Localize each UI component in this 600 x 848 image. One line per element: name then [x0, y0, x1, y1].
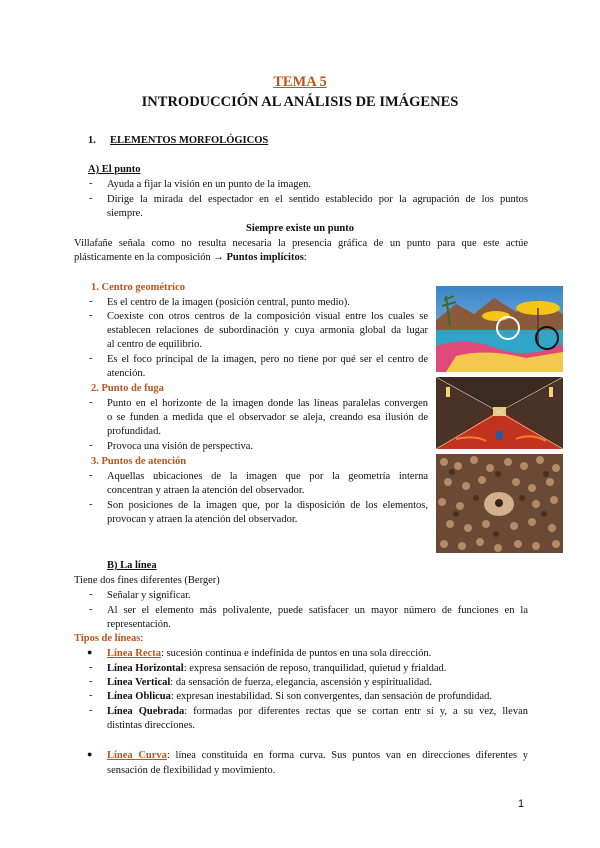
villafane-colon: :	[303, 252, 307, 263]
dash-marker: -	[89, 397, 93, 408]
section-title: ELEMENTOS MORFOLÓGICOS	[110, 135, 269, 146]
dash-marker: -	[89, 690, 93, 701]
fuga-line-3: profundidad.	[107, 426, 161, 437]
centro-heading: 1. Centro geométrico	[91, 282, 185, 293]
centro-line-2: Coexiste con otros centros de la composición visual entre los cuales se	[107, 311, 428, 322]
tipo-curva	[107, 749, 528, 762]
tipos-label: Tipos de líneas	[74, 633, 141, 644]
tema-heading: TEMA 5	[273, 74, 327, 90]
tipo-oblicua-desc: : expresan inestabilidad. Si son convergentes, dan sensación de profundidad.	[170, 691, 493, 702]
villafane-line-1: Villafañe señala como no resulta necesaria la presencia gráfica de un punto para que este actúe	[74, 238, 528, 249]
villafane-line-2	[74, 251, 307, 264]
tipo-horizontal-desc: : expresa sensación de reposo, tranquilidad, quietud y frialdad.	[183, 663, 447, 674]
atencion-line-4: provocan y atraen la atención del observador.	[107, 514, 298, 525]
dash-marker: -	[89, 353, 93, 364]
dash-marker: -	[89, 296, 93, 307]
dash-marker: -	[89, 193, 93, 204]
tipo-vertical	[107, 676, 432, 689]
tipo-curva-cont: sensación de flexibilidad y movimiento.	[107, 765, 276, 776]
atencion-line-2: concentran y atraen la atención del observador.	[107, 485, 305, 496]
bullet-marker: ●	[87, 647, 93, 657]
tipo-quebrada-cont: distintas direcciones.	[107, 720, 196, 731]
image-crowd-attention	[436, 454, 563, 553]
tipo-horizontal	[107, 662, 446, 675]
tipo-oblicua	[107, 690, 492, 703]
subsection-punto-heading: A) El punto	[88, 164, 141, 175]
punto-bullet-2-cont: siempre.	[107, 208, 143, 219]
tipo-curva-term: Línea Curva	[107, 750, 167, 761]
section-number: 1.	[88, 135, 96, 146]
linea-bullet-2-cont: representación.	[107, 619, 171, 630]
tipo-vertical-term: Línea Vertical	[107, 677, 171, 688]
centro-line-4: al centro de equilibrio.	[107, 339, 203, 350]
image-hotel-corridor	[436, 377, 563, 449]
page-number: 1	[518, 798, 525, 810]
centro-line-1: Es el centro de la imagen (posición central, punto medio).	[107, 297, 350, 308]
resort-pool-picture	[436, 286, 563, 372]
dash-marker: -	[89, 604, 93, 615]
centro-line-6: atención.	[107, 368, 146, 379]
document-title: INTRODUCCIÓN AL ANÁLISIS DE IMÁGENES	[141, 94, 459, 110]
linea-bullet-1: Señalar y significar.	[107, 590, 191, 601]
tipo-recta	[107, 647, 431, 660]
atencion-line-3: Son posiciones de la imagen que, por la disposición de los elementos,	[107, 500, 428, 511]
subsection-linea-heading: B) La línea	[107, 560, 157, 571]
fuga-heading: 2. Punto de fuga	[91, 383, 164, 394]
punto-bullet-1: Ayuda a fijar la visión en un punto de la imagen.	[107, 179, 312, 190]
dash-marker: -	[89, 676, 93, 687]
tipos-heading	[74, 632, 143, 645]
tipo-quebrada-term: Línea Quebrada	[107, 706, 185, 717]
fuga-line-2: o se funden a medida que el observador se aleja, creando esa ilusión de	[107, 412, 428, 423]
dash-marker: -	[89, 662, 93, 673]
tipo-quebrada	[107, 705, 528, 718]
tipos-colon: :	[140, 633, 144, 644]
dash-marker: -	[89, 440, 93, 451]
dash-marker: -	[89, 470, 93, 481]
dash-marker: -	[89, 310, 93, 321]
puntos-implicitos: Puntos implícitos	[226, 252, 304, 263]
corridor-picture	[436, 377, 563, 449]
dash-marker: -	[89, 589, 93, 600]
fuga-line-1: Punto en el horizonte de la imagen donde las líneas paralelas convergen	[107, 398, 428, 409]
bullet-marker: ●	[87, 749, 93, 759]
centro-line-5: Es el foco principal de la imagen, pero no tiene por qué ser el centro de	[107, 354, 428, 365]
dash-marker: -	[89, 499, 93, 510]
tipo-recta-term: Línea Recta	[107, 648, 161, 659]
tipo-horizontal-term: Línea Horizontal	[107, 663, 184, 674]
tipo-oblicua-term: Línea Oblicua	[107, 691, 171, 702]
linea-bullet-2: Al ser el elemento más polivalente, puede satisfacer un mayor número de funciones en la	[107, 605, 528, 616]
dash-marker: -	[89, 178, 93, 189]
atencion-line-1: Aquellas ubicaciones de la imagen que por la geometría interna	[107, 471, 428, 482]
dash-marker: -	[89, 705, 93, 716]
crowd-picture	[436, 454, 563, 553]
linea-intro: Tiene dos fines diferentes (Berger)	[74, 575, 220, 586]
atencion-heading: 3. Puntos de atención	[91, 456, 187, 467]
villafane-text: plásticamente en la composición →	[74, 252, 227, 263]
image-resort-pool	[436, 286, 563, 372]
fuga-line-4: Provoca una visión de perspectiva.	[107, 441, 254, 452]
center-statement: Siempre existe un punto	[245, 223, 355, 234]
punto-bullet-2: Dirige la mirada del espectador en el sentido establecido por la agrupación de los puntos	[107, 194, 528, 205]
tipo-recta-desc: : sucesión continua e indefinida de puntos en una sola dirección.	[160, 648, 432, 659]
centro-line-3: establecen relaciones de subordinación y cuya armonía global da lugar	[107, 325, 428, 336]
tipo-curva-desc: : línea constituida en forma curva. Sus puntos van en direcciones diferentes y	[166, 750, 528, 761]
tipo-quebrada-desc: : formadas por diferentes rectas que se cortan entr sí y, a su vez, llevan	[184, 706, 528, 717]
tipo-vertical-desc: : da sensación de fuerza, elegancia, ascensión y espiritualidad.	[170, 677, 432, 688]
